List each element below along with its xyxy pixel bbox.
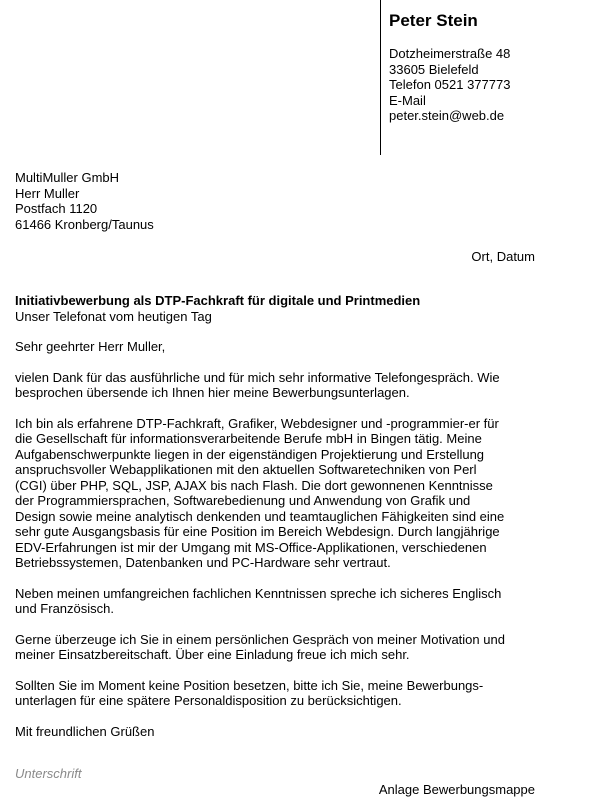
sender-name: Peter Stein [389, 11, 478, 30]
body-line: und Französisch. [15, 601, 114, 616]
body-line: Betriebssystemen, Datenbanken und PC-Hardware sehr vertraut. [15, 555, 391, 570]
recipient-postbox: Postfach 1120 [15, 201, 98, 216]
body-line: meiner Einsatzbereitschaft. Über eine Einladung freue ich mich sehr. [15, 647, 410, 662]
body-paragraph-5 [15, 678, 535, 709]
sender-email: peter.stein@web.de [389, 108, 505, 123]
subject-title: Initiativbewerbung als DTP-Fachkraft für digitale und Printmedien [15, 293, 421, 308]
body-paragraph-4 [15, 632, 535, 663]
body-line: anspruchsvoller Webapplikationen mit den aktuellen Softwaretechniken von Perl [15, 462, 477, 477]
body-line: die Gesellschaft für informationsverarbeitende Berufe mbH in Bingen tätig. Meine [15, 431, 482, 446]
body-line: (CGI) über PHP, SQL, JSP, AJAX bis nach Flash. Die dort gewonnenen Kenntnisse [15, 477, 493, 493]
body-line: Gerne überzeuge ich Sie in einem persönlichen Gespräch von meiner Motivation und [15, 631, 505, 647]
body-paragraph-1 [15, 370, 535, 401]
sender-street: Dotzheimerstraße 48 [389, 46, 511, 61]
body-paragraph-2 [15, 416, 535, 571]
body-line: Ich bin als erfahrene DTP-Fachkraft, Grafiker, Webdesigner und -programmier-er für [15, 415, 499, 431]
body-line: Design sowie meine analytisch denkenden und teamtauglichen Fähigkeiten sind eine [15, 508, 505, 524]
salutation: Sehr geehrter Herr Muller, [15, 339, 166, 354]
letter-body [15, 339, 535, 754]
place-date: Ort, Datum [471, 249, 535, 264]
signature-placeholder: Unterschrift [15, 766, 82, 781]
body-line: sehr gute Ausgangsbasis für eine Position im Bereich Webdesign. Durch langjährige [15, 524, 500, 539]
sender-city: 33605 Bielefeld [389, 61, 479, 77]
sender-phone: Telefon 0521 377773 [389, 77, 511, 92]
body-line: Sollten Sie im Moment keine Position besetzen, bitte ich Sie, meine Bewerbungs- [15, 677, 484, 693]
recipient-address-block [15, 170, 154, 232]
body-line: vielen Dank für das ausführliche und für mich sehr informative Telefongespräch. Wie [15, 369, 500, 385]
enclosure-note: Anlage Bewerbungsmappe [378, 782, 535, 797]
body-line: Neben meinen umfangreichen fachlichen Kenntnissen spreche ich sicheres Englisch [15, 585, 502, 601]
subject-block [15, 293, 420, 324]
closing: Mit freundlichen Grüßen [15, 723, 155, 739]
body-line: Aufgabenschwerpunkte liegen in der eigenständigen Projektierung und Erstellung [15, 446, 485, 462]
body-line: EDV-Erfahrungen ist mir der Umgang mit MS-Office-Applikationen, verschiedenen [15, 539, 487, 555]
body-paragraph-3 [15, 586, 535, 617]
sender-address-block [389, 46, 510, 124]
sender-email-label: E-Mail [389, 92, 426, 108]
recipient-city: 61466 Kronberg/Taunus [15, 216, 154, 232]
recipient-company: MultiMuller GmbH [15, 170, 120, 185]
body-line: besprochen übersende ich Ihnen hier meine Bewerbungsunterlagen. [15, 385, 410, 400]
header-divider-line [380, 0, 381, 155]
body-line: unterlagen für eine spätere Personaldisposition zu berücksichtigen. [15, 693, 402, 708]
subject-reference: Unser Telefonat vom heutigen Tag [15, 308, 212, 324]
body-line: der Programmiersprachen, Softwarebedienung und Anwendung von Grafik und [15, 493, 471, 508]
recipient-person: Herr Muller [15, 185, 80, 201]
